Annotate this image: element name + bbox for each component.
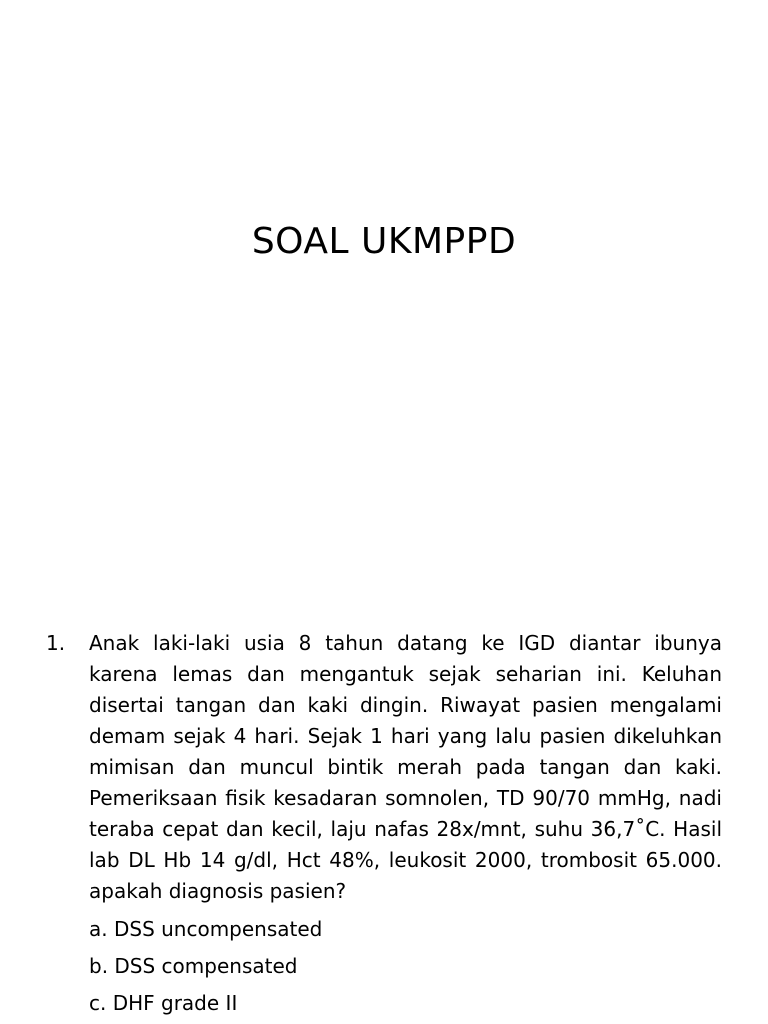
option-b: b. DSS compensated (89, 954, 298, 978)
question-number: 1. (46, 631, 66, 655)
slide-title: SOAL UKMPPD (251, 221, 517, 262)
answer-options (89, 911, 722, 1022)
question-block (46, 628, 722, 1022)
option-c: c. DHF grade II (89, 991, 238, 1015)
option-a: a. DSS uncompensated (89, 917, 323, 941)
question-text: Anak laki-laki usia 8 tahun datang ke IGD diantar ibunya karena lemas dan mengantuk sejak seharian ini. Keluhan disertai tangan dan kaki dingin. Riwayat pasien mengalami demam sejak 4 hari. Sejak 1 hari yang lalu pasien dikeluhkan mimisan dan muncul bintik merah pada tangan dan kaki. Pemeriksaan fisik kesadaran somnolen, TD 90/70 mmHg, nadi teraba cepat dan kecil, laju nafas 28x/mnt, suhu 36,7˚C. Hasil lab DL Hb 14 g/dl, Hct 48%, leukosit 2000, trombosit 65.000. apakah diagnosis pasien? (89, 631, 722, 903)
